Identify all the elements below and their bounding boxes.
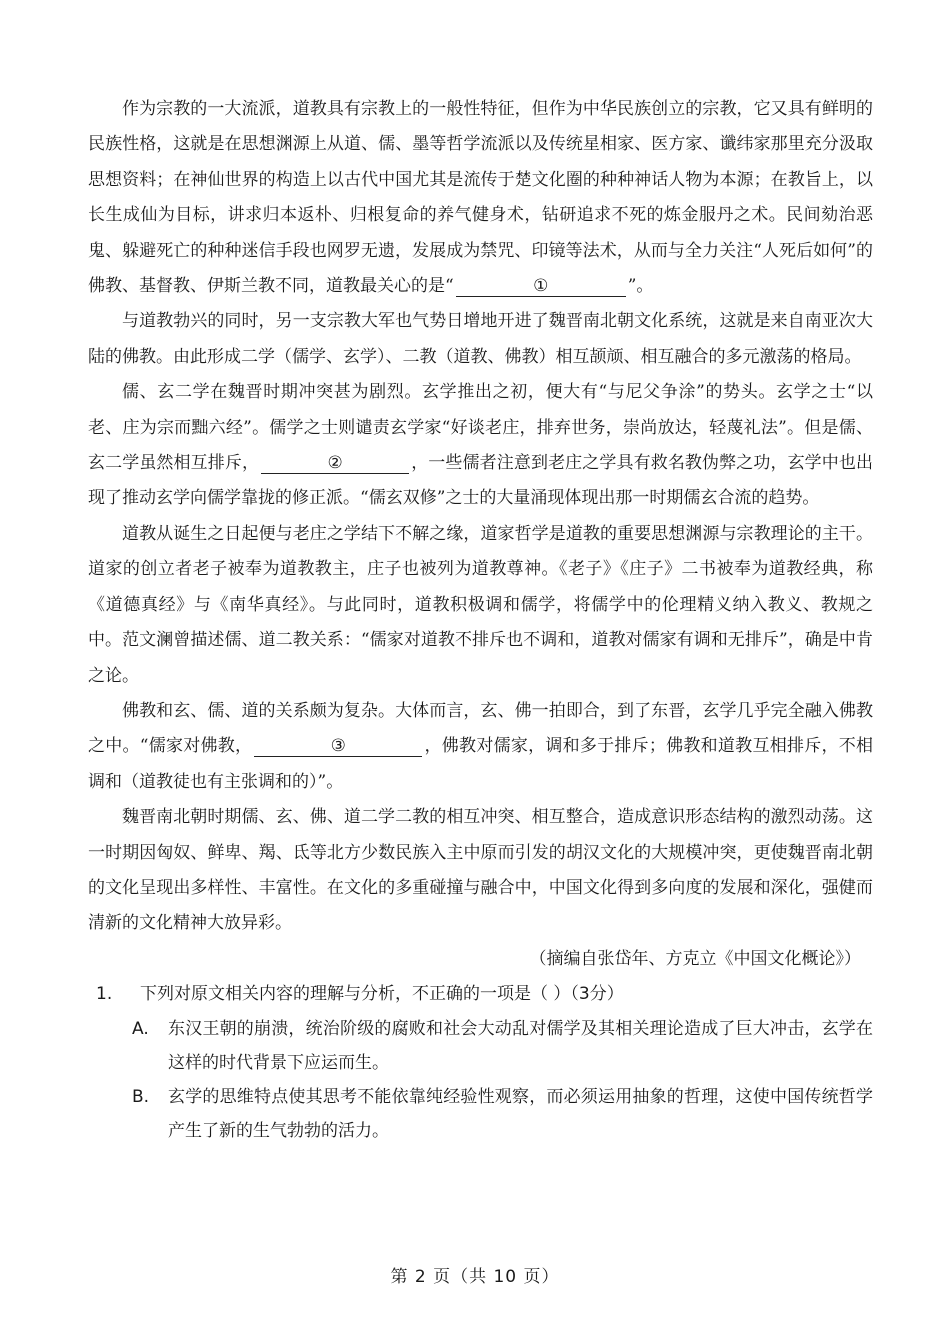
reading-passage xyxy=(88,92,873,1148)
paragraph-5-text: 佛教和玄、儒、道的关系颇为复杂。大体而言，玄、佛一拍即合，到了东晋，玄学几乎完全融入佛教之中。“儒家对佛教， xyxy=(88,700,873,757)
answer-blank-1[interactable]: ① xyxy=(456,276,626,297)
option-letter: A. xyxy=(132,1018,149,1039)
question-1-stem xyxy=(88,977,873,1012)
paragraph-5-end: ，佛教对儒家，调和多于排斥；佛教和道教互相排斥，不相调和（道教徒也有主张调和的）”。 xyxy=(88,736,873,792)
page-number-footer: 第 2 页（共 10 页） xyxy=(390,1267,560,1287)
option-text: 玄学的思维特点使其思考不能依靠纯经验性观察，而必须运用抽象的哲理，这使中国传统哲学产生了新的生气勃勃的活力。 xyxy=(168,1086,873,1141)
source-citation: （摘编自张岱年、方克立《中国文化概论》） xyxy=(529,948,861,969)
option-letter: B. xyxy=(132,1086,150,1107)
option-a[interactable] xyxy=(88,1012,873,1080)
paragraph-3-end: ，一些儒者注意到老庄之学具有救名教伪弊之功，玄学中也出现了推动玄学向儒学靠拢的修正派。“儒玄双修”之士的大量涌现体现出那一时期儒玄合流的趋势。 xyxy=(88,453,874,509)
answer-blank-3[interactable]: ③ xyxy=(254,736,422,757)
option-text: 东汉王朝的崩溃，统治阶级的腐败和社会大动乱对儒学及其相关理论造成了巨大冲击，玄学在这样的时代背景下应运而生。 xyxy=(168,1018,873,1073)
paragraph-1-text: 作为宗教的一大流派，道教具有宗教上的一般性特征，但作为中华民族创立的宗教，它又具有鲜明的民族性格，这就是在思想渊源上从道、儒、墨等哲学流派以及传统星相家、医方家、谶纬家那里充分汲取思想资料；在神仙世界的构造上以古代中国尤其是流传于楚文化圈的种种神话人物为本源；在教旨上，以长生成仙为目标，讲求归本返朴、归根复命的养气健身术，钻研追求不死的炼金服丹之术。民间劾治恶鬼、躲避死亡的种种迷信手段也网罗无遗，发展成为禁咒、印镜等法术，从而与全力关注“人死后如何”的佛教、基督教、伊斯兰教不同，道教最关心的是“ xyxy=(88,99,873,297)
paragraph-1 xyxy=(88,92,873,304)
option-b[interactable] xyxy=(88,1080,873,1148)
answer-blank-2[interactable]: ② xyxy=(261,453,409,474)
question-1 xyxy=(88,977,873,1148)
paragraph-2: 与道教勃兴的同时，另一支宗教大军也气势日增地开进了魏晋南北朝文化系统，这就是来自南亚次大陆的佛教。由此形成二学（儒学、玄学）、二教（道教、佛教）相互颉颃、相互融合的多元激荡的格局。 xyxy=(88,311,873,367)
question-number: 1. xyxy=(96,983,113,1004)
paragraph-5 xyxy=(88,694,873,800)
question-text: 下列对原文相关内容的理解与分析，不正确的一项是（ ）（3分） xyxy=(140,983,624,1004)
paragraph-6: 魏晋南北朝时期儒、玄、佛、道二学二教的相互冲突、相互整合，造成意识形态结构的激烈动荡。这一时期因匈奴、鲜卑、羯、氐等北方少数民族入主中原而引发的胡汉文化的大规模冲突，更使魏晋南北朝的文化呈现出多样性、丰富性。在文化的多重碰撞与融合中，中国文化得到多向度的发展和深化，强健而清新的文化精神大放异彩。 xyxy=(88,807,873,934)
paragraph-4: 道教从诞生之日起便与老庄之学结下不解之缘，道家哲学是道教的重要思想渊源与宗教理论的主干。道家的创立者老子被奉为道教教主，庄子也被列为道教尊神。《老子》《庄子》二书被奉为道教经典，称《道德真经》与《南华真经》。与此同时，道教积极调和儒学，将儒学中的伦理精义纳入教义、教规之中。范文澜曾描述儒、道二教关系：“儒家对道教不排斥也不调和，道教对儒家有调和无排斥”，确是中肯之论。 xyxy=(88,523,873,686)
paragraph-3-text: 儒、玄二学在魏晋时期冲突甚为剧烈。玄学推出之初，便大有“与尼父争涂”的势头。玄学之士“以老、庄为宗而黜六经”。儒学之士则谴责玄学家“好谈老庄，排弃世务，崇尚放达，轻蔑礼法”。但是儒、玄二学虽然相互排斥， xyxy=(88,382,873,474)
paragraph-3 xyxy=(88,375,873,517)
paragraph-1-end: ”。 xyxy=(627,276,654,297)
